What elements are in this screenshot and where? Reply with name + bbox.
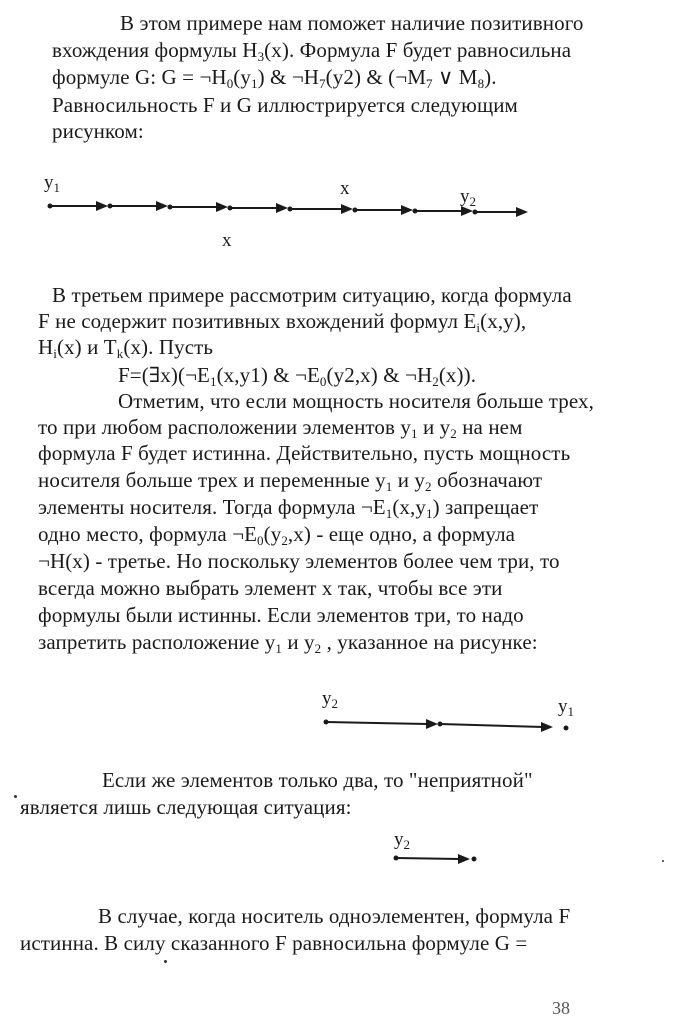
para5-line1: В случае, когда носитель одноэлементен, формула F [98,904,571,928]
scan-speck [662,860,664,862]
para3-line3: формула F будет истинна. Действительно, пусть мощность [38,441,571,465]
para2-line1: В третьем примере рассмотрим ситуацию, когда формула [52,283,572,307]
fig1-arrow-7 [413,206,474,216]
fig1-arrow-1 [48,201,109,211]
fig1-label-y1: $y_1$ [44,172,60,195]
para3-line2: то при любом расположении элементов $y_1$ и $y_2$ на нем [38,415,523,441]
para1-line1: В этом примере нам поможет наличие позитивного [120,11,584,35]
fig1-arrow-4 [228,203,289,213]
para3-line1: Отметим, что если мощность носителя больше трех, [118,389,594,413]
para2-line2: F не содержит позитивных вхождений формул $E_i(x,y)$, [38,309,527,335]
para3-line10: запретить расположение $y_1$ и $y_2$ , указанное на рисунке: [38,630,538,656]
para5-line2: истинна. В силу сказанного F равносильна формуле G = [20,931,528,955]
para1-line4: Равносильность F и G иллюстрируется следующим [52,93,518,117]
fig2-label-y2: $y_2$ [322,688,338,711]
para3-line8: всегда можно выбрать элемент x так, чтобы все эти [38,576,503,600]
scan-speck [164,960,167,963]
fig1-label-x-top: x [340,178,350,199]
para1-line3: формуле G: $G = \neg H_0(y_1)$ & $\neg H_7(y2)$ & ($\neg M_7$ ∨ $M_8$). [52,65,497,91]
para3-line9: формулы были истинны. Если элементов три, то надо [38,603,524,627]
fig2-point-y1 [564,726,569,731]
fig1-arrow-chain [40,195,540,225]
fig1-arrow-5 [288,204,354,214]
para1-line5: рисунком: [52,119,144,143]
fig2-arrow-1 [324,719,439,729]
fig1-arrow-6 [353,205,414,215]
fig2-arrow-2 [438,722,554,733]
fig1-arrow-3 [168,202,229,212]
para4-line2: является лишь следующая ситуация: [20,795,352,819]
para4-line1: Если же элементов только два, то "неприятной" [102,768,533,792]
para3-line4: носителя больше трех и переменные $y_1$ и $y_2$ обозначают [38,468,543,494]
para3-line7: ¬H(x) - третье. Но поскольку элементов более чем три, то [38,549,560,573]
fig1-label-x-bottom: x [222,230,232,251]
fig1-label-y2: $y_2$ [460,186,476,209]
scan-speck [14,795,17,798]
para3-line6: одно место, формула $\neg E_0(y_2,x)$ - еще одно, а формула [38,522,516,548]
fig3-arrow [390,850,490,874]
fig2-label-y1: $y_1$ [558,696,574,719]
fig1-arrow-2 [108,201,169,211]
page-number: 38 [552,998,570,1018]
para3-line5: элементы носителя. Тогда формула $\neg E_1(x,y_1)$ запрещает [38,495,539,521]
para2-line3: $H_i(x)$ и $T_k(x)$. Пусть [38,335,214,361]
fig3-label-y2: $y_2$ [394,829,410,852]
fig2-arrow-chain [318,712,588,742]
para1-line2: вхождения формулы $H_3(x)$. Формула F будет равносильна [52,38,572,64]
fig1-arrow-8 [473,207,529,217]
formula-F: $F=(\exists x)(\neg E_1(x,y1)$ & $\neg E_0(y2,x)$ & $\neg H_2(x)$). [118,363,477,389]
